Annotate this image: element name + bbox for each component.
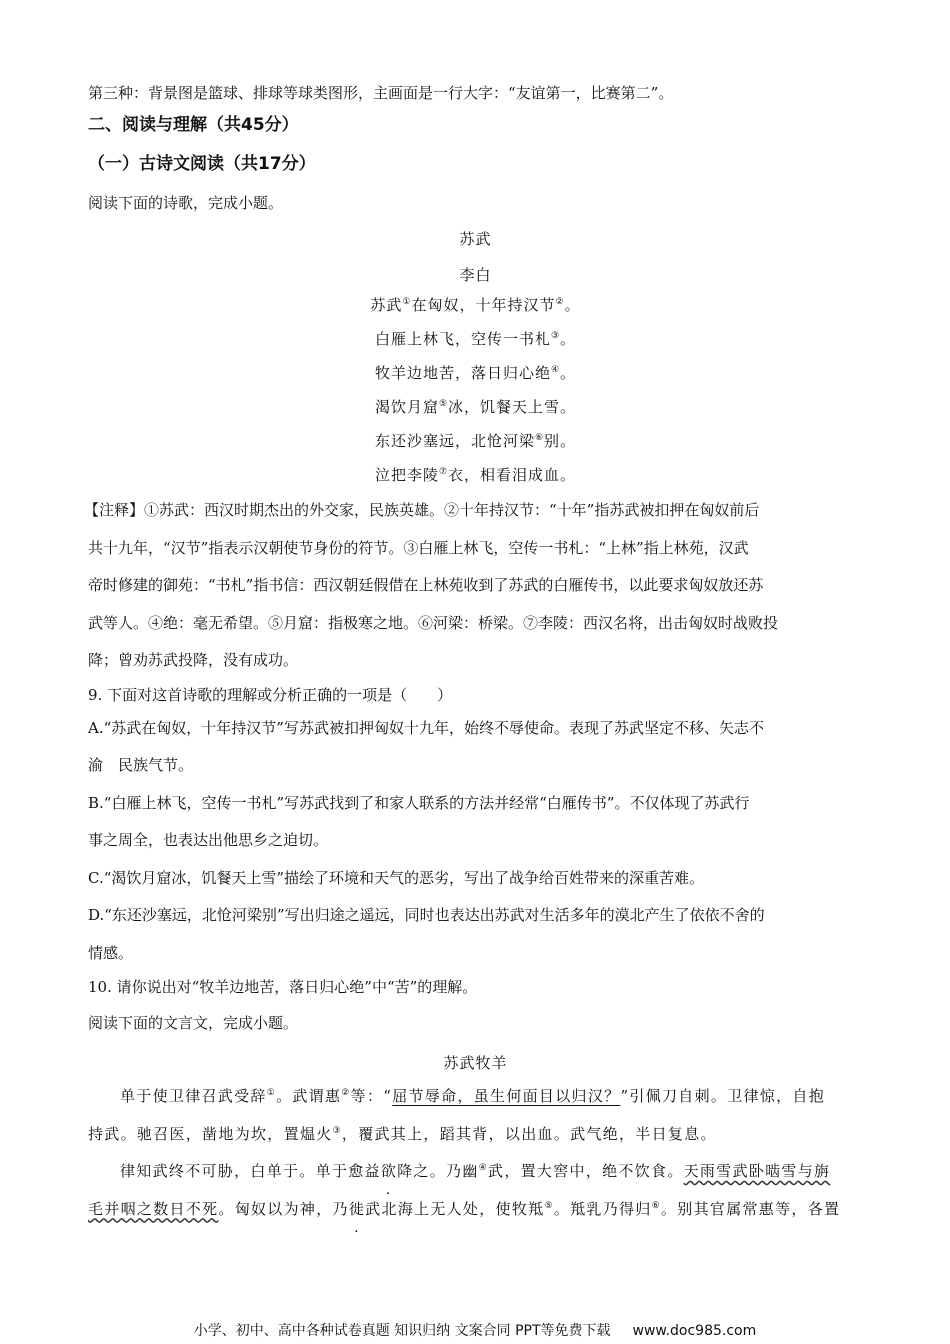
prose-paragraph-1-line-1: 单于使卫律召武受辞①。武谓惠②等：“屈节辱命，虽生何面目以归汉？”引佩刀自刺。卫律惊，自抱 xyxy=(120,1087,826,1105)
prose-paragraph-2-line-1: 律知武终不可胁，白单于。单于愈益欲降之。乃幽④武，置大窖中，绝不饮食。天雨雪武卧啮雪与旃 xyxy=(120,1162,831,1180)
poem-line: 白雁上林飞，空传一书札③。 xyxy=(374,330,577,348)
footer-text: 小学、初中、高中各种试卷真题 知识归纳 文案合同 PPT等免费下载 xyxy=(193,1323,611,1339)
prose-paragraph-2-line-2: 毛并咽之数日不死。匈奴以为神，乃徙武北海上无人处，使牧羝⑤。羝乳乃得归⑥。别其官属常惠等，各置 xyxy=(88,1199,841,1218)
wavy-underlined-sentence: 毛并咽之数日不死 xyxy=(88,1199,219,1218)
question-stem: 9. 下面对这首诗歌的理解或分析正确的一项是（ ） xyxy=(88,685,453,704)
poem-author: 李白 xyxy=(459,266,492,284)
footer-link[interactable]: www.doc985.com xyxy=(632,1323,757,1339)
poem-body xyxy=(88,294,863,486)
section-title: 二、阅读与理解（共45分） xyxy=(88,115,299,135)
poem-title: 苏武 xyxy=(459,230,492,248)
option-line: 渝 民族气节。 xyxy=(88,756,194,774)
poem-line: 苏武①在匈奴，十年持汉节②。 xyxy=(370,296,581,314)
option-line: 情感。 xyxy=(88,943,134,962)
poem-line: 东还沙塞远，北怆河梁⑥别。 xyxy=(374,432,577,450)
question-9 xyxy=(88,680,863,973)
poem-line: 泣把李陵⑦衣，相看泪成血。 xyxy=(374,466,577,484)
document-page xyxy=(84,78,863,1228)
option-line: B.“白雁上林飞，空传一书札”写苏武找到了和家人联系的方法并经常“白雁传书”。不仅体现了苏武行 xyxy=(88,793,750,812)
annotation-notes xyxy=(84,492,863,680)
dotted-word: 徙 xyxy=(348,1199,366,1218)
prose-paragraph-1-line-2: 持武。驰召医，凿地为坎，置煴火③，覆武其上，蹈其背，以出血。武气绝，半日复息。 xyxy=(88,1124,717,1143)
poem-line: 牧羊边地苦，落日归心绝④。 xyxy=(374,364,577,382)
poem-instruction: 阅读下面的诗歌，完成小题。 xyxy=(88,194,284,212)
question-10: 10. 请你说出对“牧羊边地苦，落日归心绝”中“苦”的理解。 xyxy=(88,978,478,996)
option-line: D.“东还沙塞远，北怆河梁别”写出归途之遥远，同时也表达出苏武对生活多年的漠北产生了依依不舍的 xyxy=(88,906,765,924)
prose-instruction: 阅读下面的文言文，完成小题。 xyxy=(88,1014,299,1032)
poem-line: 渴饮月窟⑤冰，饥餐天上雪。 xyxy=(374,398,577,416)
underlined-quote: 屈节辱命，虽生何面目以归汉？ xyxy=(392,1087,621,1105)
prose-body xyxy=(88,1078,863,1228)
subsection-title: （一）古诗文阅读（共17分） xyxy=(88,154,316,174)
prose-title: 苏武牧羊 xyxy=(443,1054,508,1072)
option-line: C.“渴饮月窟冰，饥餐天上雪”描绘了环境和天气的恶劣，写出了战争给百姓带来的深重苦难。 xyxy=(88,868,705,887)
note-line: 帝时修建的御苑：“书札”指书信：西汉朝廷假借在上林苑收到了苏武的白雁传书，以此要求匈奴放还苏 xyxy=(88,576,764,594)
option-line: 事之周全，也表达出他思乡之迫切。 xyxy=(88,831,329,849)
note-line: 降；曾劝苏武投降，没有成功。 xyxy=(88,651,299,669)
intro-line: 第三种：背景图是篮球、排球等球类图形，主画面是一行大字：“友谊第一，比赛第二”。 xyxy=(88,84,674,102)
note-line: 【注释】①苏武：西汉时期杰出的外交家，民族英雄。②十年持汉节：“十年”指苏武被扣押在匈奴前后 xyxy=(84,501,760,519)
wavy-underlined-sentence: 天雨雪武卧啮雪与旃 xyxy=(683,1162,831,1180)
option-line: A.“苏武在匈奴，十年持汉节”写苏武被扣押匈奴十九年，始终不辱使命。表现了苏武坚定不移、矢志不 xyxy=(88,718,764,737)
dotted-word: 益 xyxy=(364,1162,381,1180)
note-line: 武等人。④绝：毫无希望。⑤月窟：指极寒之地。⑥河梁：桥梁。⑦李陵：西汉名将，出击匈奴时战败投 xyxy=(88,613,779,632)
page-footer xyxy=(0,1322,950,1340)
note-line: 共十九年，“汉节”指表示汉朝使节身份的符节。③白雁上林飞，空传一书札：“上林”指上林苑，汉武 xyxy=(88,538,749,557)
